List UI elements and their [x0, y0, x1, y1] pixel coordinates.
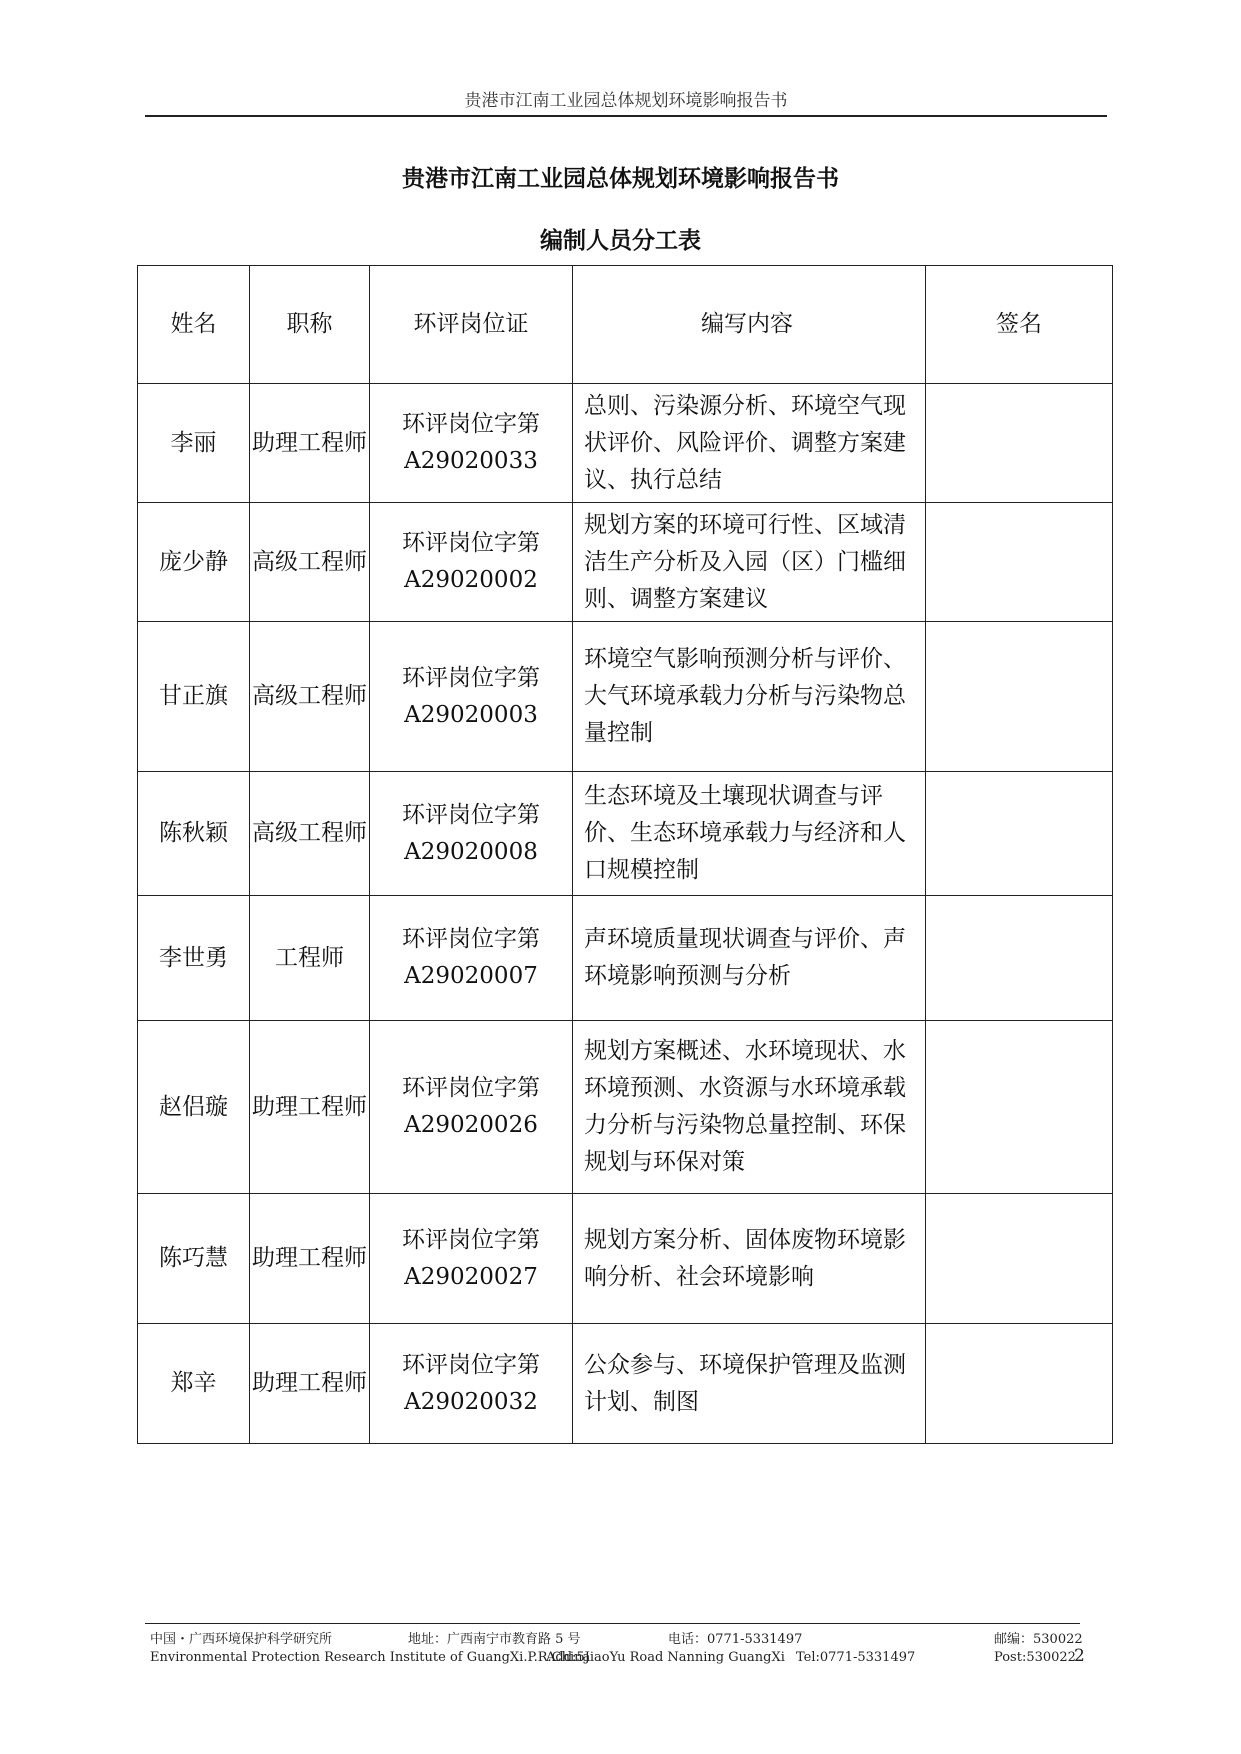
header-title: 职称	[250, 266, 370, 384]
staff-title: 高级工程师	[250, 622, 370, 772]
certificate-label: 环评岗位字第	[402, 411, 540, 437]
certificate-number: A29020003	[404, 701, 538, 728]
staff-certificate	[370, 1194, 573, 1324]
staff-content: 规划方案分析、固体废物环境影响分析、社会环境影响	[573, 1194, 926, 1324]
staff-signature	[926, 1324, 1113, 1444]
staff-certificate	[370, 503, 573, 622]
header-certificate: 环评岗位证	[370, 266, 573, 384]
staff-title: 工程师	[250, 896, 370, 1021]
staff-name: 陈秋颖	[138, 772, 250, 896]
document-subtitle: 编制人员分工表	[540, 228, 701, 254]
staff-certificate	[370, 1021, 573, 1194]
staff-content: 总则、污染源分析、环境空气现状评价、风险评价、调整方案建议、执行总结	[573, 384, 926, 503]
certificate-label: 环评岗位字第	[402, 1075, 540, 1101]
staff-name: 赵侣璇	[138, 1021, 250, 1194]
staff-certificate	[370, 622, 573, 772]
certificate-label: 环评岗位字第	[402, 926, 540, 952]
page-number: 2	[1074, 1646, 1085, 1666]
staff-signature	[926, 622, 1113, 772]
staff-signature	[926, 1021, 1113, 1194]
staff-signature	[926, 503, 1113, 622]
table-row	[138, 1021, 1113, 1194]
header-rule	[145, 115, 1107, 117]
running-header: 贵港市江南工业园总体规划环境影响报告书	[464, 91, 788, 111]
certificate-number: A29020002	[404, 567, 538, 593]
staff-name: 庞少静	[138, 503, 250, 622]
certificate-number: A29020032	[404, 1388, 538, 1415]
staff-title: 助理工程师	[250, 1194, 370, 1324]
staff-title: 高级工程师	[250, 772, 370, 896]
footer-tel-en: Tel:0771-5331497	[796, 1650, 916, 1665]
staff-certificate	[370, 384, 573, 503]
footer-address-en: Add:5JiaoYu Road Nanning GuangXi	[546, 1650, 785, 1665]
staff-certificate	[370, 896, 573, 1021]
staff-content: 规划方案概述、水环境现状、水环境预测、水资源与水环境承载力分析与污染物总量控制、环保规划与环保对策	[573, 1021, 926, 1194]
footer-rule	[145, 1623, 1080, 1624]
certificate-number: A29020026	[404, 1112, 538, 1138]
certificate-number: A29020027	[404, 1263, 538, 1290]
certificate-label: 环评岗位字第	[402, 801, 540, 828]
table-row	[138, 896, 1113, 1021]
certificate-label: 环评岗位字第	[402, 664, 540, 691]
staff-content: 环境空气影响预测分析与评价、大气环境承载力分析与污染物总量控制	[573, 622, 926, 772]
staff-signature	[926, 384, 1113, 503]
table-header-row	[138, 266, 1113, 384]
staff-content: 公众参与、环境保护管理及监测计划、制图	[573, 1324, 926, 1444]
table-row	[138, 772, 1113, 896]
staff-assignment-table	[137, 265, 1113, 1444]
staff-title: 助理工程师	[250, 1021, 370, 1194]
table-row	[138, 622, 1113, 772]
staff-name: 李丽	[138, 384, 250, 503]
footer-org-cn: 中国・广西环境保护科学研究所	[150, 1632, 333, 1647]
staff-signature	[926, 1194, 1113, 1324]
certificate-label: 环评岗位字第	[402, 1226, 540, 1253]
certificate-label: 环评岗位字第	[402, 1351, 540, 1378]
staff-title: 助理工程师	[250, 1324, 370, 1444]
table-row	[138, 1194, 1113, 1324]
staff-name: 甘正旗	[138, 622, 250, 772]
staff-content: 规划方案的环境可行性、区域清洁生产分析及入园（区）门槛细则、调整方案建议	[573, 503, 926, 622]
staff-content: 声环境质量现状调查与评价、声环境影响预测与分析	[573, 896, 926, 1021]
table-row	[138, 503, 1113, 622]
table-row	[138, 1324, 1113, 1444]
staff-title: 助理工程师	[250, 384, 370, 503]
header-signature: 签名	[926, 266, 1113, 384]
header-content: 编写内容	[573, 266, 926, 384]
document-title: 贵港市江南工业园总体规划环境影响报告书	[402, 166, 839, 192]
staff-signature	[926, 772, 1113, 896]
certificate-label: 环评岗位字第	[402, 530, 540, 556]
table-row	[138, 384, 1113, 503]
footer-org-en: Environmental Protection Research Institute of GuangXi.P.R.China	[150, 1650, 591, 1665]
footer-address-cn: 地址：广西南宁市教育路 5 号	[408, 1632, 581, 1647]
footer-post-en: Post:530022	[994, 1650, 1076, 1665]
certificate-number: A29020007	[404, 963, 538, 989]
staff-content: 生态环境及土壤现状调查与评价、生态环境承载力与经济和人口规模控制	[573, 772, 926, 896]
certificate-number: A29020033	[404, 448, 538, 474]
footer-post-cn: 邮编：530022	[994, 1632, 1083, 1647]
staff-title: 高级工程师	[250, 503, 370, 622]
staff-name: 陈巧慧	[138, 1194, 250, 1324]
staff-signature	[926, 896, 1113, 1021]
staff-name: 李世勇	[138, 896, 250, 1021]
certificate-number: A29020008	[404, 838, 538, 865]
staff-certificate	[370, 772, 573, 896]
staff-certificate	[370, 1324, 573, 1444]
staff-name: 郑辛	[138, 1324, 250, 1444]
footer-tel-cn: 电话：0771-5331497	[668, 1632, 803, 1647]
header-name: 姓名	[138, 266, 250, 384]
